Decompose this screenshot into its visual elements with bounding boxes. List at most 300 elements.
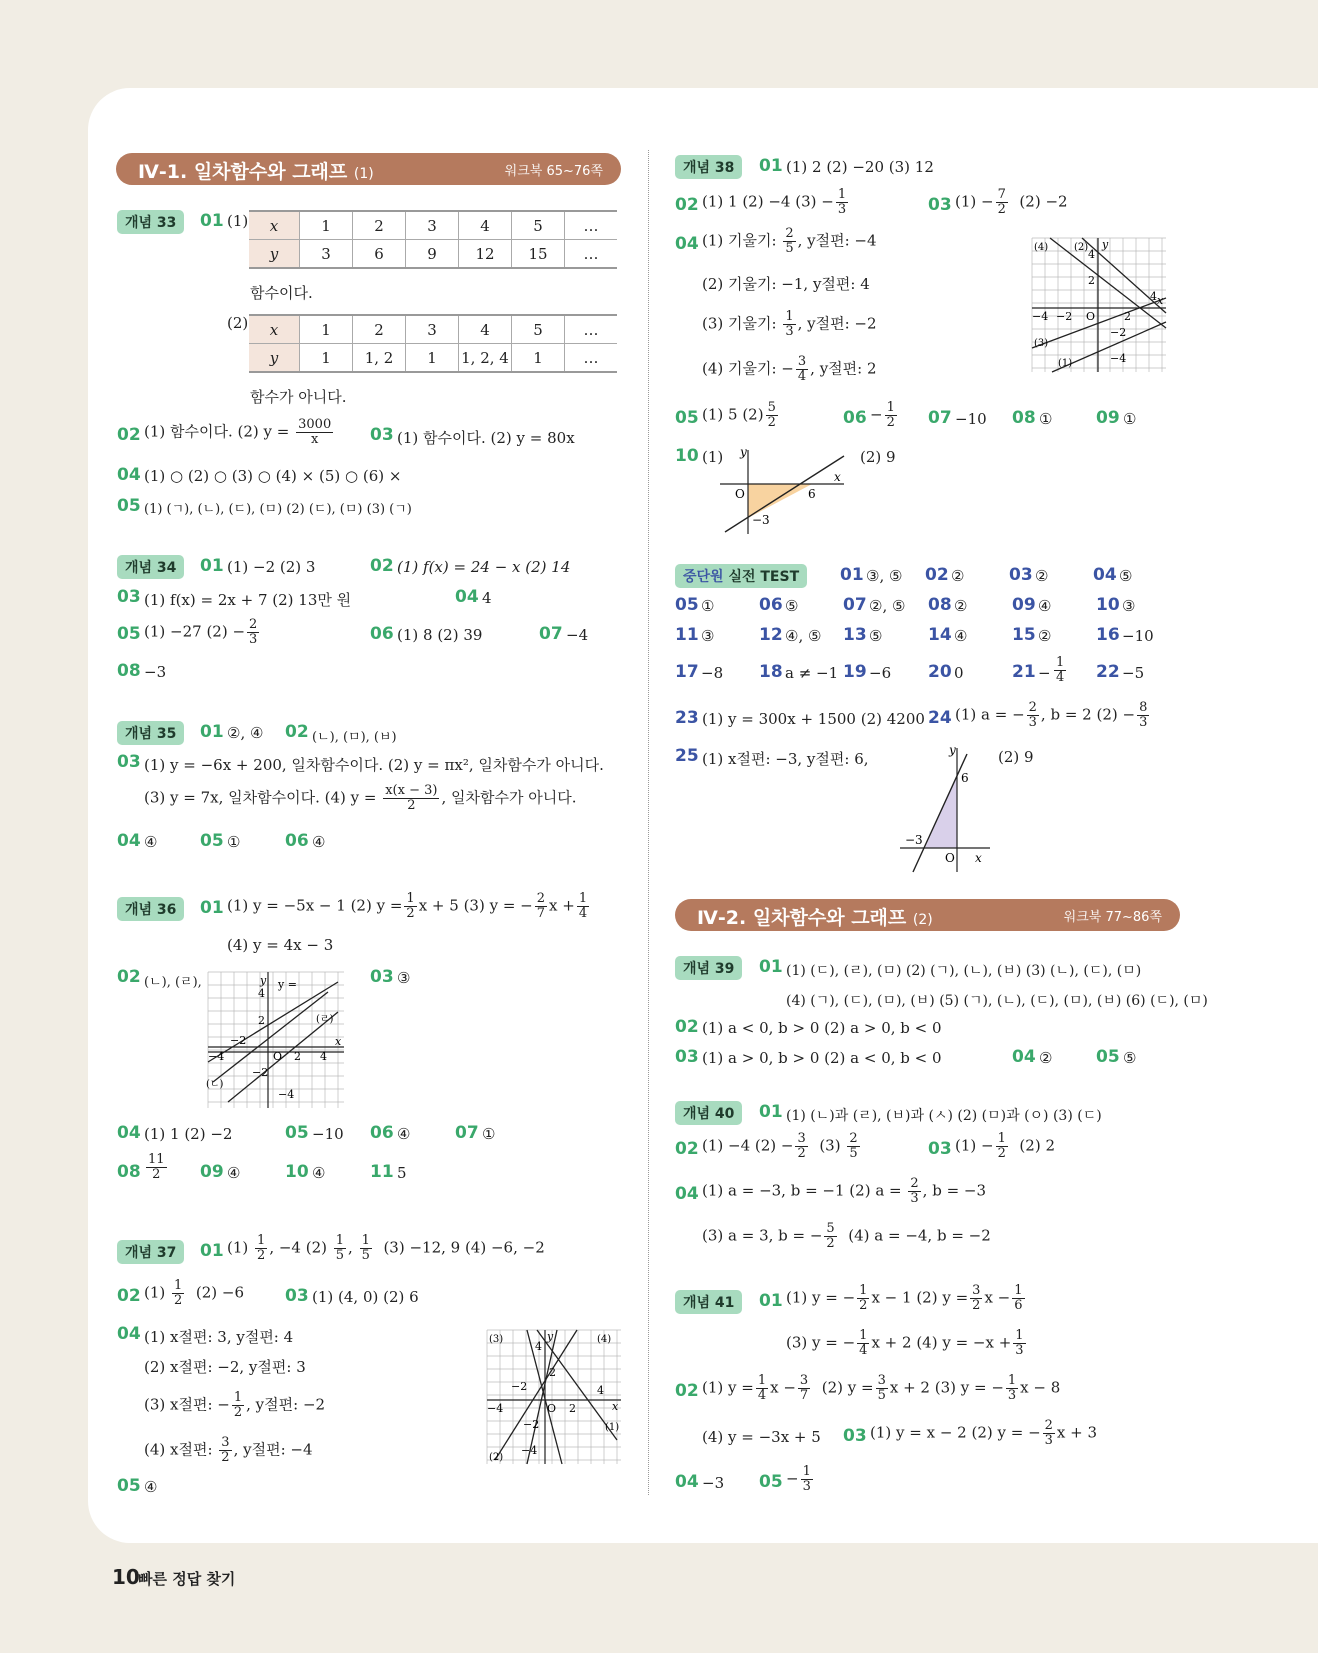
answer-part: (1) 5 (2) — [702, 405, 764, 424]
answer-part: (1) y = −5x − 1 (2) y = — [227, 896, 403, 915]
answer-text: (1) y = 300x + 1500 (2) 4200 — [702, 710, 925, 728]
fraction — [783, 227, 795, 256]
answer-part: (3) y = − — [786, 1333, 856, 1352]
test-q-number: 08 — [928, 595, 952, 615]
fraction — [857, 1329, 869, 1358]
test-q-number: 12 — [759, 625, 783, 645]
answer-text — [786, 1284, 1027, 1313]
answer-text: ① — [227, 833, 241, 851]
tick-label: 4 — [258, 987, 265, 1000]
test-q-number: 05 — [675, 595, 699, 615]
answer-part: (3) −12, 9 (4) −6, −2 — [383, 1238, 545, 1257]
numerator: x(x − 3) — [385, 783, 438, 798]
answer-part: − — [870, 405, 883, 424]
q-number: 03 — [843, 1426, 867, 1446]
q-number: 23 — [675, 708, 699, 728]
test-answer: − — [1038, 664, 1051, 682]
denominator: 2 — [859, 1298, 868, 1313]
answer-part: x + 3 — [1056, 1423, 1098, 1442]
cell: 1, 2 — [353, 344, 406, 373]
line-label: (ㄴ) — [206, 1079, 224, 1090]
q-number: 07 — [539, 624, 563, 644]
answer-part: , y절편: 2 — [810, 359, 877, 378]
q-number: 01 — [200, 556, 224, 576]
answer-text: ④ — [397, 1125, 411, 1143]
y-label: y — [547, 1330, 554, 1343]
q-number: 03 — [928, 1139, 952, 1159]
answer-text: (2) x절편: −2, y절편: 3 — [144, 1358, 306, 1376]
section-banner-iv2 — [675, 899, 1180, 931]
answer-text — [144, 1279, 244, 1308]
fraction — [857, 1284, 869, 1313]
numerator: 1 — [859, 1328, 868, 1343]
numerator: 7 — [997, 187, 1006, 202]
test-q-number: 21 — [1012, 662, 1036, 682]
answer-part: (2) −2 — [1019, 192, 1068, 211]
q-number: 08 — [1012, 408, 1036, 428]
fraction — [1043, 1419, 1055, 1448]
fraction — [756, 1374, 768, 1403]
answer-text — [702, 188, 850, 217]
cell: x — [249, 315, 300, 344]
answer-text: ① — [1039, 410, 1053, 428]
concept-tag-37: 개념 37 — [117, 1240, 184, 1264]
concept-tag-38: 개념 38 — [675, 155, 742, 179]
tick-label: 2 — [569, 1402, 576, 1415]
answer-text — [702, 355, 877, 384]
answer-part: (1) y = x − 2 (2) y = − — [870, 1423, 1041, 1442]
denominator: 5 — [785, 241, 794, 256]
test-q-number: 10 — [1096, 595, 1120, 615]
q-number: 04 — [117, 1123, 141, 1143]
answer-text: −10 — [312, 1125, 344, 1143]
section-title: Ⅳ-1. 일차함수와 그래프 — [138, 161, 348, 183]
answer-part: x + 2 (4) y = −x + — [871, 1333, 1012, 1352]
q-number: 04 — [117, 465, 141, 485]
q-number: 05 — [285, 1123, 309, 1143]
denominator: 4 — [797, 369, 807, 384]
numerator: 1 — [837, 187, 847, 202]
tick-label: 6 — [961, 771, 969, 785]
q-number: 04 — [675, 1472, 699, 1492]
test-q-number: 14 — [928, 625, 952, 645]
numerator: 1 — [1015, 1328, 1024, 1343]
answer-text — [870, 401, 899, 430]
answer-text: (1) (ㄱ), (ㄴ), (ㄷ), (ㅁ) (2) (ㄷ), (ㅁ) (3) (ㄱ) — [144, 502, 412, 517]
q-number: 01 — [759, 1291, 783, 1311]
denominator: 2 — [233, 1405, 243, 1420]
test-answer: −6 — [869, 664, 892, 682]
q-number: 11 — [370, 1162, 394, 1182]
q-number: 02 — [117, 425, 141, 445]
denominator: 2 — [997, 202, 1006, 217]
concept-tag-41: 개념 41 — [675, 1290, 742, 1314]
answer-part: , y절편: −2 — [246, 1395, 326, 1414]
denominator: 4 — [859, 1343, 868, 1358]
fraction — [1006, 1374, 1018, 1403]
answer-text: 5 — [397, 1164, 407, 1182]
test-answer: ⑤ — [785, 597, 799, 615]
fraction — [885, 401, 897, 430]
tick-label: 4 — [1088, 248, 1095, 261]
graph-test-25 — [895, 744, 995, 874]
denominator: 3 — [1044, 1433, 1053, 1448]
answer-text: (2) 9 — [998, 748, 1034, 766]
numerator: 1 — [257, 1233, 266, 1248]
denominator: 2 — [174, 1293, 183, 1308]
section-banner-iv1 — [116, 153, 621, 185]
concept-tag-39: 개념 39 — [675, 956, 742, 980]
q-number: 08 — [117, 661, 141, 681]
fraction — [796, 355, 808, 384]
fraction — [1027, 701, 1039, 730]
q-number: 07 — [928, 408, 952, 428]
origin-label: O — [273, 1050, 283, 1063]
denominator: 2 — [257, 1248, 266, 1263]
tick-label: 2 — [294, 1050, 301, 1063]
q-number: 01 — [200, 1241, 224, 1261]
q-number: 02 — [285, 722, 309, 742]
cell: … — [565, 211, 618, 240]
q-number: 02 — [370, 556, 394, 576]
answer-text: (4) y = −3x + 5 — [702, 1428, 821, 1446]
test-q-number: 16 — [1096, 625, 1120, 645]
fraction — [219, 1436, 231, 1465]
denominator: 2 — [826, 1236, 835, 1251]
section-title: Ⅳ-2. 일차함수와 그래프 — [697, 907, 907, 929]
fraction — [172, 1279, 184, 1308]
answer-text — [144, 1436, 313, 1465]
q-number: 09 — [1096, 408, 1120, 428]
fraction — [296, 418, 333, 447]
test-q-number: 01 — [840, 565, 864, 585]
y-label: y — [740, 445, 747, 459]
q-number: 04 — [455, 587, 479, 607]
answer-text: (2) 기울기: −1, y절편: 4 — [702, 275, 870, 293]
answer-text: (1) 함수이다. (2) y = 80x — [397, 429, 575, 447]
fraction — [795, 1132, 807, 1161]
answer-part: , y절편: −2 — [797, 314, 877, 333]
table-row — [249, 211, 617, 240]
answer-part: x + 5 (3) y = − — [418, 896, 533, 915]
tick-label: 2 — [549, 1366, 556, 1379]
q-number: 04 — [117, 831, 141, 851]
answer-text — [702, 1177, 986, 1206]
table-row — [249, 240, 617, 269]
answer-part: , −4 (2) — [269, 1238, 327, 1257]
answer-text: −3 — [144, 663, 167, 681]
tick-label: −4 — [521, 1444, 538, 1457]
cell: 12 — [459, 240, 512, 269]
numerator: 1 — [757, 1373, 767, 1388]
cell: … — [565, 315, 618, 344]
answer-text — [144, 784, 576, 813]
numerator: 3 — [221, 1435, 230, 1450]
answer-text: ③ — [397, 969, 411, 987]
q-number: 06 — [370, 624, 394, 644]
answer-part: (1) a = −3, b = −1 (2) a = — [702, 1181, 902, 1200]
fraction — [801, 1465, 813, 1494]
numerator: 1 — [859, 1283, 868, 1298]
numerator: 5 — [826, 1221, 835, 1236]
denominator: 2 — [406, 906, 415, 921]
answer-part: (1) 1 (2) −4 (3) − — [702, 192, 834, 211]
answer-part: (3) — [819, 1136, 841, 1155]
answer-text: (1) x절편: 3, y절편: 4 — [144, 1328, 294, 1346]
fraction — [535, 892, 547, 921]
fraction — [824, 1222, 836, 1251]
q-number: 01 — [759, 957, 783, 977]
q-number: 09 — [200, 1162, 224, 1182]
numerator: 2 — [536, 891, 546, 906]
fraction — [908, 1177, 920, 1206]
numerator: 1 — [886, 400, 895, 415]
q-number: 04 — [117, 1324, 141, 1344]
numerator: 3 — [799, 1373, 809, 1388]
answer-part: (1) — [144, 1283, 166, 1302]
answer-part: , y절편: −4 — [233, 1440, 313, 1459]
test-q-number: 17 — [675, 662, 699, 682]
value-table-1 — [249, 210, 617, 269]
cell: 1 — [300, 344, 353, 373]
denominator: 3 — [1139, 715, 1148, 730]
answer-part: (1) — [227, 1238, 249, 1257]
answer-part: − — [786, 1469, 799, 1488]
answer-part: x − 8 — [1020, 1378, 1061, 1397]
footer-title: 빠른 정답 찾기 — [138, 1570, 236, 1588]
test-answer: ②, ⑤ — [869, 597, 906, 615]
q-number: 03 — [117, 587, 141, 607]
numerator: 3000 — [298, 417, 332, 432]
fraction — [996, 188, 1008, 217]
fraction — [255, 1234, 267, 1263]
cell: 1 — [300, 211, 353, 240]
q-number: 02 — [675, 1017, 699, 1037]
tick-label: −2 — [1110, 326, 1127, 339]
answer-part: , y절편: −4 — [797, 231, 877, 250]
test-answer: ② — [1038, 627, 1052, 645]
q-number: 01 — [200, 722, 224, 742]
answer-part: (3) y = 7x, 일차함수이다. (4) y = — [144, 788, 377, 807]
answer-text: (1) f(x) = 24 − x (2) 14 — [397, 558, 571, 576]
graph-c38-10 — [720, 446, 850, 536]
answer-text: ②, ④ — [227, 724, 264, 742]
answer-text — [702, 1132, 862, 1161]
graph-c36 — [208, 972, 344, 1108]
concept-tag-40: 개념 40 — [675, 1101, 742, 1125]
answer-text: ② — [1039, 1049, 1053, 1067]
line-equation: y = — [278, 978, 297, 991]
answer-text — [870, 1419, 1097, 1448]
test-q-number: 22 — [1096, 662, 1120, 682]
section-subtitle: (1) — [353, 166, 374, 182]
q-number: 10 — [285, 1162, 309, 1182]
cell: … — [565, 344, 618, 373]
test-answer: ① — [701, 597, 715, 615]
numerator: 1 — [785, 309, 794, 324]
fraction — [146, 1153, 167, 1182]
answer-text: (2) 9 — [860, 448, 896, 466]
numerator: 3 — [877, 1373, 886, 1388]
line-label: (ㄹ) — [316, 1014, 334, 1025]
answer-part: (3) x절편: − — [144, 1395, 230, 1414]
cell: 2 — [353, 211, 406, 240]
answer-text: (1) x절편: −3, y절편: 6, — [702, 750, 869, 768]
test-answer: ⑤ — [869, 627, 883, 645]
answer-part: (2) y = — [821, 1378, 874, 1397]
answer-text: ④ — [312, 833, 326, 851]
q-number: 10 — [675, 446, 699, 466]
fraction — [383, 784, 439, 813]
answer-part: (1) 기울기: — [702, 231, 777, 250]
answer-text: (1) y = −6x + 200, 일차함수이다. (2) y = πx², 일차함수가 아니다. — [144, 756, 604, 774]
answer-text: −10 — [955, 410, 987, 428]
fraction — [996, 1132, 1008, 1161]
q-number: 02 — [675, 195, 699, 215]
answer-text — [702, 401, 780, 430]
answer-part: (1) −27 (2) − — [144, 622, 246, 641]
q-number: 02 — [675, 1381, 699, 1401]
y-label: y — [260, 974, 267, 987]
answer-part: (1) −4 (2) − — [702, 1136, 794, 1155]
concept-tag-35: 개념 35 — [117, 721, 184, 745]
q-number: 01 — [200, 898, 224, 918]
concept-tag-33: 개념 33 — [117, 210, 184, 234]
answer-text: −4 — [566, 626, 589, 644]
numerator: 1 — [802, 1464, 811, 1479]
tick-label: 4 — [320, 1050, 327, 1063]
answer-text — [786, 1465, 815, 1494]
answer-text: ① — [482, 1125, 496, 1143]
numerator: 1 — [361, 1233, 370, 1248]
denominator: 4 — [578, 906, 588, 921]
answer-text: (1) a > 0, b > 0 (2) a < 0, b < 0 — [702, 1049, 942, 1067]
tick-label: −4 — [278, 1088, 295, 1101]
q-number: 02 — [675, 1139, 699, 1159]
q-number: 24 — [928, 708, 952, 728]
numerator: 2 — [849, 1131, 858, 1146]
answer-text: (ㄴ), (ㄹ), — [144, 975, 202, 990]
cell: 1 — [300, 315, 353, 344]
denominator: 3 — [1015, 1343, 1024, 1358]
cell: … — [565, 240, 618, 269]
answer-text — [702, 310, 877, 339]
numerator: 2 — [910, 1176, 919, 1191]
test-q-number: 03 — [1009, 565, 1033, 585]
tick-label: −2 — [523, 1418, 540, 1431]
test-q-number: 20 — [928, 662, 952, 682]
cell: 5 — [512, 315, 565, 344]
denominator: 5 — [849, 1146, 858, 1161]
fraction — [783, 310, 795, 339]
answer-text: (1) — [702, 448, 724, 466]
fraction — [798, 1374, 810, 1403]
cell: 1 — [512, 344, 565, 373]
q-number: 04 — [1012, 1047, 1036, 1067]
answer-part: (4) 기울기: − — [702, 359, 794, 378]
test-answer: ④ — [1038, 597, 1052, 615]
answer-text: (1) (ㄷ), (ㄹ), (ㅁ) (2) (ㄱ), (ㄴ), (ㅂ) (3) (ㄴ), (ㄷ), (ㅁ) — [786, 963, 1142, 979]
answer-text — [144, 1153, 169, 1182]
denominator: 3 — [1007, 1388, 1017, 1403]
x-label: x — [975, 851, 982, 865]
q-number: 03 — [928, 195, 952, 215]
page-number: 10 — [112, 1565, 140, 1589]
tick-label: 4 — [597, 1384, 604, 1397]
x-label: x — [612, 1400, 619, 1413]
test-answer: −10 — [1122, 627, 1154, 645]
graph-line — [913, 754, 967, 872]
line-label: (2) — [1074, 242, 1089, 253]
x-label: x — [335, 1035, 342, 1048]
table-row — [249, 344, 617, 373]
denominator: 2 — [407, 798, 416, 813]
cell: 3 — [300, 240, 353, 269]
answer-text: (1) ○ (2) ○ (3) ○ (4) × (5) ○ (6) × — [144, 467, 402, 485]
fraction — [577, 892, 589, 921]
workbook-pages: 워크북 65~76쪽 — [504, 164, 603, 179]
test-q-number: 09 — [1012, 595, 1036, 615]
cell: y — [249, 240, 300, 269]
denominator: 2 — [152, 1167, 161, 1182]
tick-label: 4 — [1150, 290, 1157, 303]
numerator: 1 — [1056, 655, 1065, 670]
denominator: 2 — [221, 1450, 230, 1465]
answer-part: (1) − — [955, 1136, 994, 1155]
q-number: 02 — [117, 1286, 141, 1306]
tick-label: −4 — [208, 1050, 225, 1063]
column-divider — [648, 150, 649, 1495]
fraction — [247, 618, 259, 647]
value-table-2 — [249, 314, 617, 373]
denominator: 5 — [361, 1248, 370, 1263]
answer-text: (1) 2 (2) −20 (3) 12 — [786, 158, 934, 176]
table-row — [249, 315, 617, 344]
q-number: 08 — [117, 1162, 141, 1182]
numerator: 1 — [1014, 1283, 1023, 1298]
cell: 1, 2, 4 — [459, 344, 512, 373]
answer-part: (1) y = − — [786, 1288, 856, 1307]
q-number: 03 — [370, 425, 394, 445]
tick-label: 4 — [535, 1340, 542, 1353]
answer-text: (1) a < 0, b > 0 (2) a > 0, b < 0 — [702, 1019, 942, 1037]
fraction — [404, 892, 416, 921]
q-number: 05 — [117, 624, 141, 644]
q-number: 04 — [675, 234, 699, 254]
denominator: 2 — [972, 1298, 981, 1313]
numerator: 1 — [233, 1390, 243, 1405]
answer-text — [955, 701, 1151, 730]
line-label: (1) — [605, 1422, 620, 1433]
test-answer: 0 — [954, 664, 964, 682]
line-label: (3) — [1034, 338, 1049, 349]
q-number: 04 — [675, 1184, 699, 1204]
fraction — [970, 1284, 982, 1313]
fraction — [1137, 701, 1149, 730]
answer-text: (ㄴ), (ㅁ), (ㅂ) — [312, 730, 397, 745]
fraction — [334, 1234, 346, 1263]
cell: x — [249, 211, 300, 240]
numerator: 5 — [767, 400, 776, 415]
q-number: 02 — [117, 967, 141, 987]
test-q-number: 11 — [675, 625, 699, 645]
x-label: x — [1157, 294, 1164, 307]
q-number: 03 — [675, 1047, 699, 1067]
fraction — [876, 1374, 888, 1403]
test-answer: ② — [1035, 567, 1049, 585]
answer-part: , 일차함수가 아니다. — [441, 788, 577, 807]
answer-text: ④ — [312, 1164, 326, 1182]
